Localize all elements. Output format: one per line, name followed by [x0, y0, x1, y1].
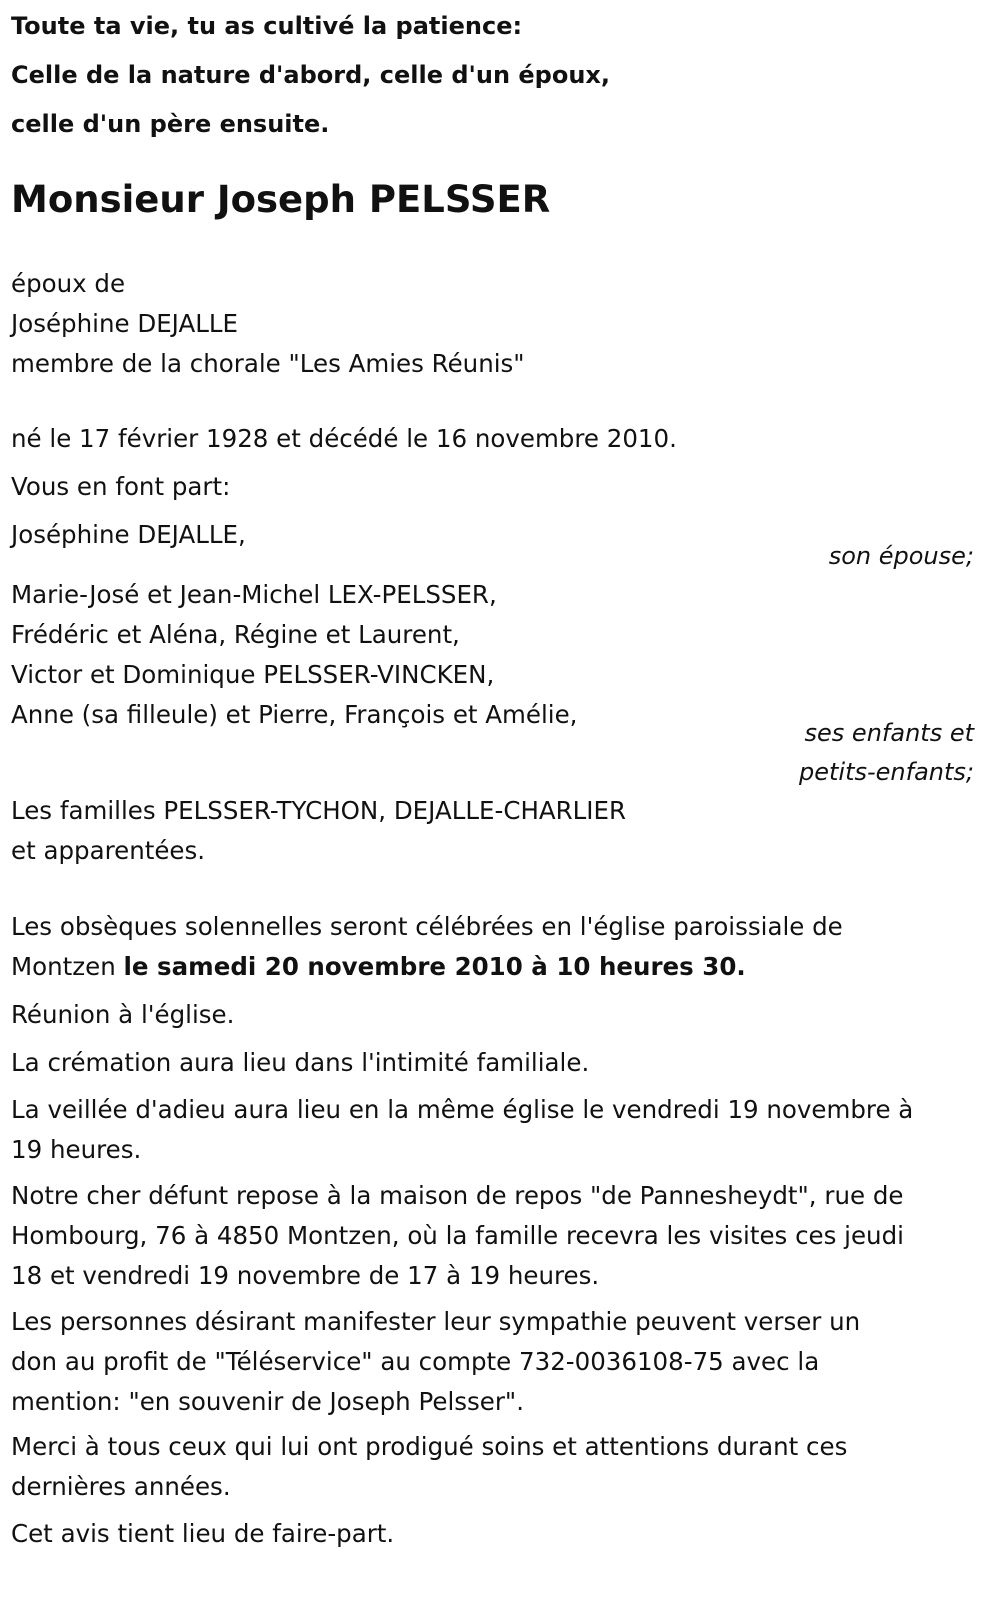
paragraph-line: mention: "en souvenir de Joseph Pelsser".	[11, 1387, 524, 1416]
announcement	[11, 467, 230, 507]
paragraph-line: Hombourg, 76 à 4850 Montzen, où la famille recevra les visites ces jeudi	[11, 1221, 904, 1250]
extended-families	[11, 791, 626, 871]
paragraph-thanks	[11, 1427, 847, 1507]
deceased-name: Monsieur Joseph PELSSER	[11, 178, 551, 221]
paragraph-notice	[11, 1514, 394, 1554]
paragraph-donation	[11, 1302, 860, 1422]
family-children-line: Victor et Dominique PELSSER-VINCKEN,	[11, 660, 495, 689]
life-dates	[11, 419, 677, 459]
families-line: Les familles PELSSER-TYCHON, DEJALLE-CHARLIER	[11, 796, 627, 825]
announce-line: Vous en font part:	[11, 472, 231, 501]
children-role-line: ses enfants et	[804, 719, 974, 747]
paragraph-line: 18 et vendredi 19 novembre de 17 à 19 heures.	[11, 1261, 600, 1290]
spouse-info-line: membre de la chorale "Les Amies Réunis"	[11, 349, 525, 378]
spouse-info-line: époux de	[11, 269, 126, 298]
paragraph-line: Les personnes désirant manifester leur sympathie peuvent verser un	[11, 1307, 861, 1336]
family-children-line: Anne (sa filleule) et Pierre, François et Amélie,	[11, 700, 578, 729]
paragraph-line: La crémation aura lieu dans l'intimité familiale.	[11, 1048, 590, 1077]
ceremony-place: Montzen	[11, 952, 124, 981]
paragraph-line: Réunion à l'église.	[11, 1000, 235, 1029]
intro-line: Toute ta vie, tu as cultivé la patience:	[11, 12, 523, 40]
intro-line: celle d'un père ensuite.	[11, 110, 330, 138]
family-children	[11, 575, 577, 735]
paragraph-vigil	[11, 1090, 913, 1170]
families-line: et apparentées.	[11, 836, 206, 865]
children-role-line: petits-enfants;	[799, 758, 974, 786]
intro-line: Celle de la nature d'abord, celle d'un époux,	[11, 61, 611, 89]
paragraph-cremation	[11, 1043, 589, 1083]
ceremony-line: Les obsèques solennelles seront célébrées en l'église paroissiale de	[11, 912, 843, 941]
family-children-line: Frédéric et Aléna, Régine et Laurent,	[11, 620, 460, 649]
paragraph-line: dernières années.	[11, 1472, 231, 1501]
ceremony-info	[11, 907, 843, 987]
family-spouse	[11, 515, 246, 555]
paragraph-visits	[11, 1176, 904, 1296]
paragraph-line: La veillée d'adieu aura lieu en la même église le vendredi 19 novembre à	[11, 1095, 914, 1124]
dates-line: né le 17 février 1928 et décédé le 16 novembre 2010.	[11, 424, 677, 453]
paragraph-line: Merci à tous ceux qui lui ont prodigué soins et attentions durant ces	[11, 1432, 848, 1461]
ceremony-datetime: le samedi 20 novembre 2010 à 10 heures 30.	[123, 952, 746, 981]
children-role	[799, 714, 974, 792]
paragraph-line: 19 heures.	[11, 1135, 142, 1164]
paragraph-reunion	[11, 995, 234, 1035]
intro-verse	[11, 2, 610, 149]
spouse-info	[11, 264, 525, 384]
paragraph-line: Notre cher défunt repose à la maison de repos "de Pannesheydt", rue de	[11, 1181, 904, 1210]
paragraph-line: Cet avis tient lieu de faire-part.	[11, 1519, 395, 1548]
ceremony-line	[11, 947, 843, 987]
family-children-line: Marie-José et Jean-Michel LEX-PELSSER,	[11, 580, 497, 609]
paragraph-line: don au profit de "Téléservice" au compte 732-0036108-75 avec la	[11, 1347, 820, 1376]
spouse-info-line: Joséphine DEJALLE	[11, 309, 239, 338]
spouse-role: son épouse;	[828, 542, 974, 570]
family-spouse-line: Joséphine DEJALLE,	[11, 520, 246, 549]
